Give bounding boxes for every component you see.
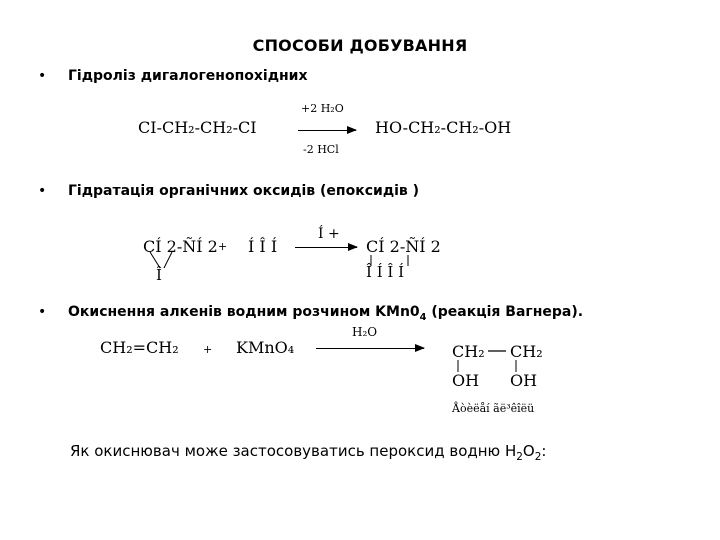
- peroxide-note-end: :: [541, 442, 547, 460]
- reaction2-above: Í +: [318, 226, 340, 242]
- peroxide-note-text: Як окиснювач може застосовуватись пероксид водню Н: [70, 442, 517, 460]
- reaction1-reactant: CI-CH₂-CH₂-CI: [138, 118, 257, 137]
- peroxide-note: [70, 442, 546, 463]
- bullet-text-tail: (реакція Вагнера).: [431, 304, 584, 320]
- reaction1-product: HO-CH₂-CH₂-OH: [375, 118, 512, 137]
- bullet-text: Гідроліз дигалогенопохідних: [68, 68, 308, 84]
- bullet-text: Гідратація органічних оксидів (епоксидів ): [68, 183, 420, 199]
- bullet-text-sub: 4: [419, 311, 427, 323]
- reaction2-product-groups: Î Í Î Í: [366, 263, 405, 281]
- bullet-marker: •: [38, 68, 47, 84]
- bullet-marker: •: [38, 304, 47, 320]
- reaction3-product-right: CH₂: [510, 342, 543, 361]
- reaction3-oh-left: OH: [452, 371, 480, 390]
- peroxide-note-o: О: [522, 442, 535, 460]
- bullet-text-main: Окиснення алкенів водним розчином KMn0: [68, 304, 420, 320]
- page-title: СПОСОБИ ДОБУВАННЯ: [252, 36, 468, 55]
- reaction1-below: -2 HCl: [303, 143, 339, 156]
- bullet-marker: •: [38, 183, 47, 199]
- reaction2-reagent: Í Î Í: [248, 237, 278, 256]
- peroxide-note-sub1: 2: [516, 451, 523, 463]
- reaction2-reactant: CÍ 2-ÑÍ 2: [143, 237, 218, 256]
- epoxide-bond-right: [164, 252, 172, 268]
- epoxide-bond-left: [150, 252, 160, 268]
- reaction2-plus: +: [218, 240, 228, 253]
- peroxide-note-sub2: 2: [534, 451, 542, 463]
- reaction3-above: H₂O: [352, 325, 378, 339]
- reaction3-reagent: KMnO₄: [236, 338, 295, 357]
- reaction3-caption: Åòèëåí ãë³êîëü: [452, 402, 535, 415]
- reaction3-reactant: CH₂=CH₂: [100, 338, 179, 357]
- reaction3-plus: +: [203, 343, 213, 356]
- reaction2-epoxide-oxygen: Î: [156, 266, 162, 284]
- reaction3-oh-right: OH: [510, 371, 538, 390]
- reaction1-above: +2 H₂O: [301, 102, 344, 115]
- reaction2-product: CÍ 2-ÑÍ 2: [366, 237, 441, 256]
- reaction3-product-left: CH₂: [452, 342, 485, 361]
